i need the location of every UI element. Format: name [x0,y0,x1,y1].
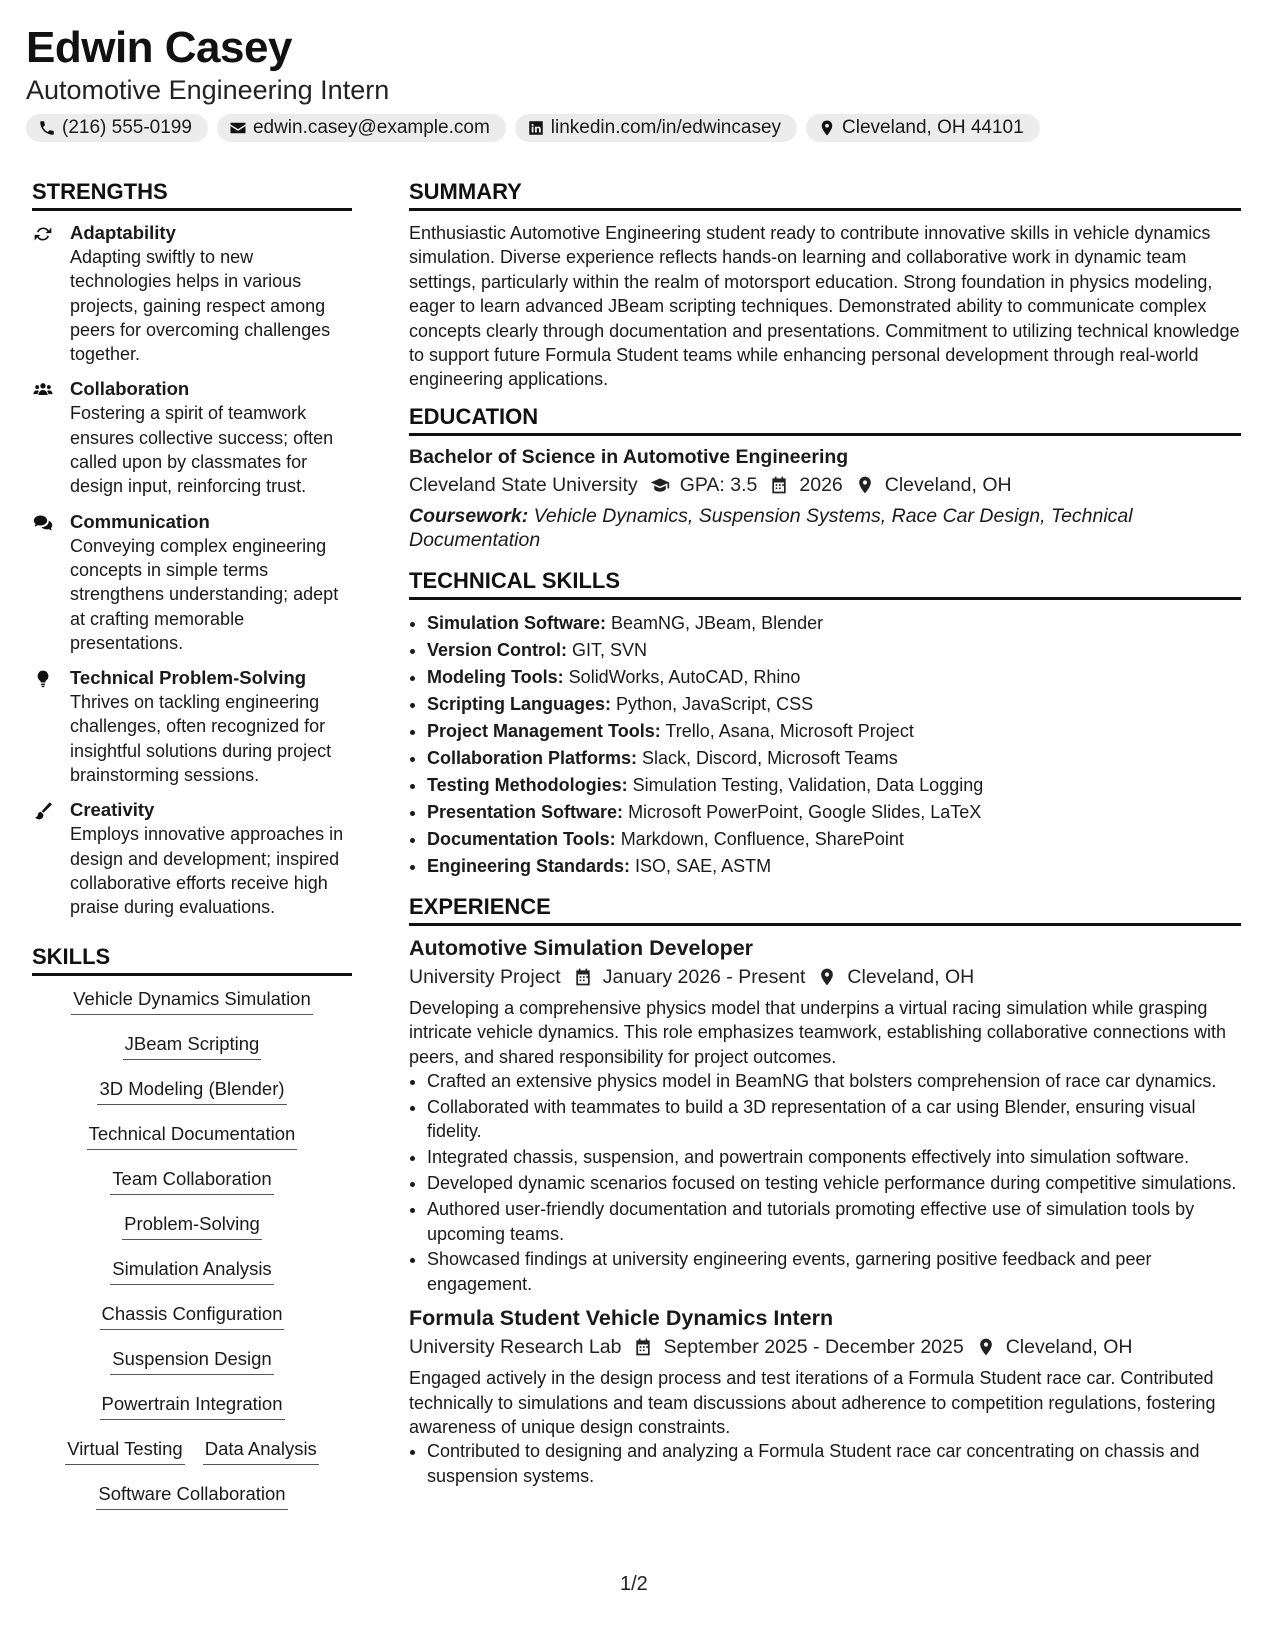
calendar-icon [633,1337,653,1357]
skill-tag: Technical Documentation [87,1121,298,1150]
technical-skills-list [409,610,1241,880]
degree-title: Bachelor of Science in Automotive Engineering [409,445,849,468]
strength-name: Creativity [70,799,155,821]
job-meta [409,962,1241,992]
strength-item [32,221,352,366]
strength-item [32,510,352,655]
summary-text: Enthusiastic Automotive Engineering student ready to contribute innovative skills in vehicle dynamics simulation. Diverse experience reflects hands-on learning and collaborative work in dynamic team settings, particularly within the realm of motorsport education. Strong foundation in physics modeling, eager to learn advanced JBeam scripting techniques. Demonstrated ability to communicate complex concepts clearly through documentation and presentations. Commitment to utilizing technical knowledge to support future Formula Student teams while enhancing personal development through real-world engineering applications. [409,223,1240,390]
strength-name: Adaptability [70,222,176,243]
left-column [32,177,352,1526]
strength-item [32,666,352,787]
map-marker-icon [818,119,836,137]
job-bullets [409,1439,1241,1488]
list-item: • Developed dynamic scenarios focused on testing vehicle performance during competitive simulations. [427,1171,1241,1195]
map-marker-icon [817,967,837,987]
right-column [409,177,1241,1498]
education-location: Cleveland, OH [884,473,1012,496]
resume-header [26,22,1249,142]
job-description: Developing a comprehensive physics model that underpins a virtual racing simulation while grasping intricate vehicle dynamics. This role emphasizes teamwork, establishing collaborative connections with peers, and shared responsibility for project outcomes. [409,997,1227,1067]
job-bullets [409,1069,1241,1296]
graduation-cap-icon [650,475,670,495]
linkedin-icon [527,119,545,137]
skill-tag: Team Collaboration [110,1166,273,1195]
skill-tag: Software Collaboration [96,1481,287,1510]
skill-tag: Suspension Design [110,1346,273,1375]
skill-tag: JBeam Scripting [123,1031,262,1060]
list-item: • Authored user-friendly documentation and tutorials promoting effective use of simulation tools by upcoming teams. [427,1197,1241,1246]
phone-text: (216) 555-0199 [62,117,192,138]
job-entry [409,1304,1241,1488]
sync-icon [32,224,54,244]
list-item: • Project Management Tools: Trello, Asana, Microsoft Project [427,718,1241,745]
candidate-name: Edwin Casey [26,23,292,72]
experience-heading: EXPERIENCE [409,892,1241,926]
list-item: • Collaborated with teammates to build a 3D representation of a car using Blender, ensuring visual fidelity. [427,1095,1241,1144]
lightbulb-icon [32,669,54,689]
list-item: • Documentation Tools: Markdown, Confluence, SharePoint [427,826,1241,853]
job-title: Formula Student Vehicle Dynamics Intern [409,1306,834,1331]
linkedin-contact[interactable] [515,114,797,142]
strength-desc: Fostering a spirit of teamwork ensures collective success; often called upon by classmates for design input, reinforcing trust. [70,403,334,497]
list-item: • Modeling Tools: SolidWorks, AutoCAD, Rhino [427,664,1241,691]
calendar-icon [573,967,593,987]
phone-contact[interactable] [26,114,208,142]
job-title: Automotive Simulation Developer [409,935,754,960]
job-location: Cleveland, OH [847,965,975,988]
comments-icon [32,513,54,533]
job-org: University Project [409,965,561,988]
list-item: • Crafted an extensive physics model in BeamNG that bolsters comprehension of race car dynamics. [427,1069,1241,1093]
education-heading: EDUCATION [409,402,1241,436]
skill-tag: Virtual Testing [65,1436,185,1465]
list-item: • Version Control: GIT, SVN [427,637,1241,664]
list-item: • Integrated chassis, suspension, and powertrain components effectively into simulation software. [427,1145,1241,1169]
map-marker-icon [976,1337,996,1357]
skills-heading: SKILLS [32,942,352,976]
strength-name: Technical Problem-Solving [70,667,307,689]
coursework [409,504,1241,552]
contact-bar [26,114,1249,142]
candidate-title: Automotive Engineering Intern [26,75,390,105]
strength-desc: Conveying complex engineering concepts in simple terms strengthens understanding; adept at crafting memorable presentations. [70,535,339,653]
graduation-year: 2026 [799,473,843,496]
skill-tag: 3D Modeling (Blender) [97,1076,286,1105]
strength-desc: Adapting swiftly to new technologies helps in various projects, gaining respect among peers for overcoming challenges together. [70,247,331,365]
map-marker-icon [855,475,875,495]
list-item: • Simulation Software: BeamNG, JBeam, Blender [427,610,1241,637]
calendar-icon [769,475,789,495]
job-location: Cleveland, OH [1005,1336,1133,1359]
phone-icon [38,119,56,137]
list-item: • Presentation Software: Microsoft PowerPoint, Google Slides, LaTeX [427,799,1241,826]
strength-name: Communication [70,510,210,532]
strength-item [32,377,352,498]
users-icon [32,380,54,400]
page-number: 1/2 [620,1573,648,1595]
location-contact [806,114,1040,142]
summary-heading: SUMMARY [409,177,1241,211]
linkedin-text: linkedin.com/in/edwincasey [550,117,782,138]
list-item: • Engineering Standards: ISO, SAE, ASTM [427,853,1241,880]
skills-list [32,986,352,1526]
skill-tag: Simulation Analysis [110,1256,273,1285]
school-name: Cleveland State University [409,473,638,496]
gpa-text: GPA: 3.5 [679,473,758,496]
list-item: • Testing Methodologies: Simulation Testing, Validation, Data Logging [427,772,1241,799]
paintbrush-icon [32,801,54,821]
job-dates: January 2026 - Present [602,965,806,988]
technical-skills-heading: TECHNICAL SKILLS [409,566,1241,600]
strength-item [32,798,352,919]
job-dates: September 2025 - December 2025 [663,1336,964,1359]
skill-tag: Chassis Configuration [100,1301,285,1330]
strength-desc: Thrives on tackling engineering challenges, often recognized for insightful solutions during project brainstorming sessions. [70,692,332,786]
job-description: Engaged actively in the design process and test iterations of a Formula Student race car. Contributed technically to simulations and team discussions about adherence to competition regulations, fostering awareness of unique design constraints. [409,1368,1216,1438]
location-text: Cleveland, OH 44101 [842,117,1024,138]
list-item: • Showcased findings at university engineering events, garnering positive feedback and peer engagement. [427,1247,1241,1296]
list-item: • Scripting Languages: Python, JavaScript, CSS [427,691,1241,718]
list-item: • Contributed to designing and analyzing a Formula Student race car concentrating on chassis and suspension systems. [427,1439,1241,1488]
strengths-heading: STRENGTHS [32,177,352,211]
job-entry [409,934,1241,1296]
skill-tag: Vehicle Dynamics Simulation [71,986,313,1015]
coursework-label: Coursework: [409,504,529,527]
strength-name: Collaboration [70,378,190,400]
education-meta [409,470,1241,500]
email-text: edwin.casey@example.com [252,117,490,138]
skill-tag: Data Analysis [203,1436,319,1465]
list-item: • Collaboration Platforms: Slack, Discord, Microsoft Teams [427,745,1241,772]
coursework-text: Vehicle Dynamics, Suspension Systems, Race Car Design, Technical Documentation [409,504,1133,551]
skill-tag: Problem-Solving [122,1211,262,1240]
strength-desc: Employs innovative approaches in design and development; inspired collaborative efforts receive high praise during evaluations. [70,824,344,918]
skill-tag: Powertrain Integration [100,1391,285,1420]
email-contact[interactable] [217,114,506,142]
job-meta [409,1332,1241,1362]
envelope-icon [229,119,247,137]
job-org: University Research Lab [409,1336,622,1359]
